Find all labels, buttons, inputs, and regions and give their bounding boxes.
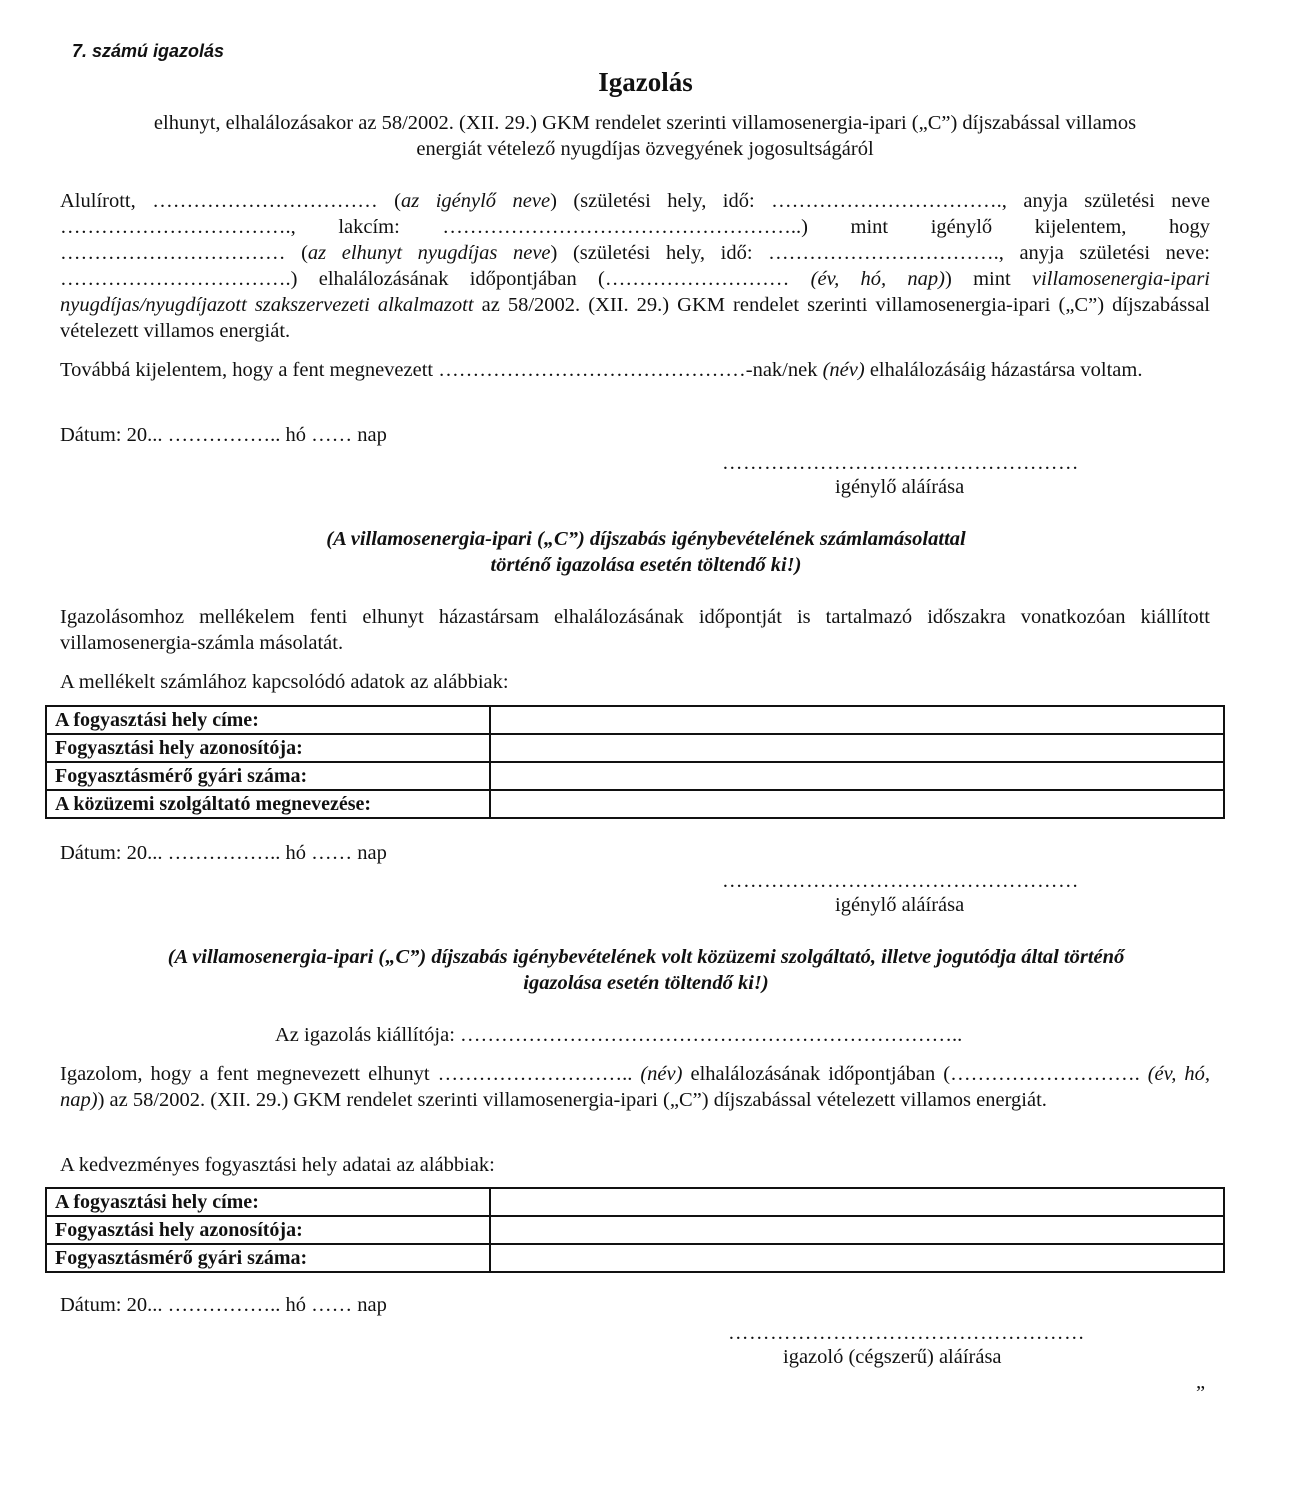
subtitle-line-2: energiát vételező nyugdíjas özvegyének jogosultságáról xyxy=(416,138,874,160)
provider-text-b: (név) xyxy=(640,1063,683,1085)
provider-paragraph xyxy=(60,1061,1210,1113)
provider-signature-line: …………………………………………… xyxy=(728,1322,1085,1344)
declaration-text-i: az 58/2002. (XII. 29.) GKM rendelet szerinti villamosenergia-ipari („C”) díjszabással vételezett villamos energiát. xyxy=(60,294,1210,342)
subtitle-line-1: elhunyt, elhalálozásakor az 58/2002. (XII. 29.) GKM rendelet szerinti villamosenergia-ipari („C”) díjszabással villamos xyxy=(153,112,1137,134)
signature-line: …………………………………………… xyxy=(722,452,1079,474)
spouse-text-a: Továbbá kijelentem, hogy a fent megnevezett ………………………………………-nak/nek xyxy=(60,359,823,381)
provider-text-c: elhalálozásának időpontjában (………………………. xyxy=(682,1063,1148,1085)
table-row xyxy=(46,762,1224,790)
invoice-heading-line-2: történő igazolása esetén töltendő ki!) xyxy=(490,554,802,576)
row-value-field[interactable] xyxy=(490,790,1224,818)
form-number: 7. számú igazolás xyxy=(72,41,225,61)
provider-heading-line-2: igazolása esetén töltendő ki!) xyxy=(523,972,769,994)
closing-quote: ” xyxy=(1196,1382,1206,1404)
invoice-signature-label: igénylő aláírása xyxy=(835,894,965,916)
issuer-line: Az igazolás kiállítója: ……………………………………………………………….. xyxy=(275,1024,963,1046)
invoice-signature-line: …………………………………………… xyxy=(722,870,1079,892)
declaration-text-c: ) (születési hely, idő: ……………………………., anyja születési neve ……………………………., lakcím: ……………………………………………..) mint igénylő kijelentem, hogy …………………………… ( xyxy=(60,190,1210,264)
row-value-field[interactable] xyxy=(490,706,1224,734)
declaration-text-h: villamosenergia-ipari nyugdíjas/nyugdíjazott szakszervezeti alkalmazott xyxy=(60,268,1210,316)
invoice-section-heading xyxy=(60,526,1232,578)
subtitle xyxy=(70,110,1220,162)
row-label: A fogyasztási hely címe: xyxy=(46,1188,490,1216)
row-value-field[interactable] xyxy=(490,1244,1224,1272)
table-row xyxy=(46,1188,1224,1216)
row-value-field[interactable] xyxy=(490,734,1224,762)
spouse-paragraph xyxy=(60,357,1210,383)
provider-heading-line-1: (A villamosenergia-ipari („C”) díjszabás igénybevételének volt közüzemi szolgáltató, illetve jogutódja által történő xyxy=(167,946,1125,968)
invoice-table-intro: A mellékelt számlához kapcsolódó adatok az alábbiak: xyxy=(60,671,509,693)
row-value-field[interactable] xyxy=(490,762,1224,790)
declaration-text-e: ) (születési hely, idő: ……………………………., anyja születési neve: …………………………….) elhalálozásának időpontjában (……………………… xyxy=(60,242,1210,290)
row-value-field[interactable] xyxy=(490,1216,1224,1244)
page-title: Igazolás xyxy=(598,67,693,97)
invoice-data-table xyxy=(45,705,1225,819)
row-label: Fogyasztásmérő gyári száma: xyxy=(46,1244,490,1272)
provider-text-a: Igazolom, hogy a fent megnevezett elhunyt ……………………….. xyxy=(60,1063,641,1085)
row-label: Fogyasztásmérő gyári száma: xyxy=(46,762,490,790)
row-label: Fogyasztási hely azonosítója: xyxy=(46,1216,490,1244)
declaration-paragraph xyxy=(60,188,1210,344)
provider-data-table xyxy=(45,1187,1225,1273)
table-row xyxy=(46,1216,1224,1244)
invoice-heading-line-1: (A villamosenergia-ipari („C”) díjszabás igénybevételének számlamásolattal xyxy=(326,528,966,550)
declaration-text-a: Alulírott, …………………………… ( xyxy=(60,190,401,212)
spouse-text-c: elhalálozásáig házastársa voltam. xyxy=(864,359,1143,381)
declaration-text-d: az elhunyt nyugdíjas neve xyxy=(307,242,551,264)
table-row xyxy=(46,790,1224,818)
invoice-date-line: Dátum: 20... …………….. hó …… nap xyxy=(60,842,387,864)
provider-date-line: Dátum: 20... …………….. hó …… nap xyxy=(60,1294,387,1316)
provider-text-d: (év, hó, nap) xyxy=(60,1063,1210,1111)
table-row xyxy=(46,1244,1224,1272)
declaration-text-f: (év, hó, nap) xyxy=(810,268,946,290)
provider-signature-label: igazoló (cégszerű) aláírása xyxy=(783,1346,1002,1368)
declaration-text-g: ) mint xyxy=(945,268,1032,290)
invoice-paragraph: Igazolásomhoz mellékelem fenti elhunyt házastársam elhalálozásának időpontját is tartalmazó időszakra vonatkozóan kiállított villamosenergia-számla másolatát. xyxy=(60,606,1210,654)
provider-table-intro: A kedvezményes fogyasztási hely adatai az alábbiak: xyxy=(60,1154,495,1176)
signature-label: igénylő aláírása xyxy=(835,476,965,498)
table-row xyxy=(46,734,1224,762)
row-label: A közüzemi szolgáltató megnevezése: xyxy=(46,790,490,818)
declaration-text-b: az igénylő neve xyxy=(401,190,551,212)
row-value-field[interactable] xyxy=(490,1188,1224,1216)
row-label: Fogyasztási hely azonosítója: xyxy=(46,734,490,762)
table-row xyxy=(46,706,1224,734)
provider-text-e: ) az 58/2002. (XII. 29.) GKM rendelet szerinti villamosenergia-ipari („C”) díjszabással vételezett villamos energiát. xyxy=(97,1089,1047,1111)
date-line: Dátum: 20... …………….. hó …… nap xyxy=(60,424,387,446)
provider-section-heading xyxy=(60,944,1232,996)
row-label: A fogyasztási hely címe: xyxy=(46,706,490,734)
spouse-text-b: (név) xyxy=(822,359,865,381)
